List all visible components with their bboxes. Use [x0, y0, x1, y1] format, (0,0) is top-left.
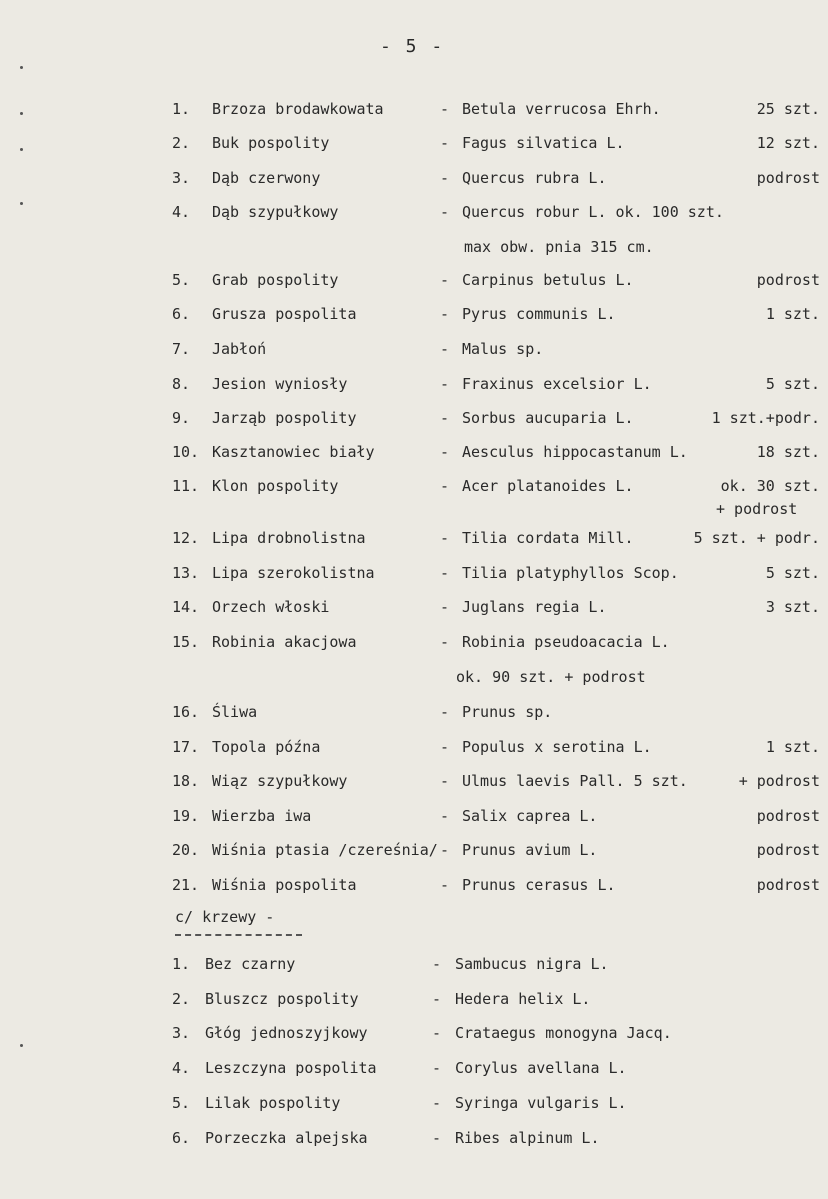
margin-speck [20, 66, 23, 69]
tree-entry [0, 838, 828, 862]
entry-number: 4. [172, 1059, 191, 1077]
latin-name: Acer platanoides L. [462, 477, 634, 495]
latin-name: Quercus rubra L. [462, 169, 607, 187]
heading-underline [175, 934, 302, 936]
dash: - [440, 564, 450, 582]
entry-number: 21. [172, 876, 200, 894]
dash: - [432, 1024, 442, 1042]
dash: - [440, 409, 450, 427]
tree-entry [0, 200, 828, 224]
quantity-note: 12 szt. [756, 134, 820, 152]
entry-number: 5. [172, 271, 191, 289]
latin-name: Fraxinus excelsior L. [462, 375, 652, 393]
polish-name: Bez czarny [205, 955, 296, 973]
quantity-note: 3 szt. [765, 598, 820, 616]
polish-name: Robinia akacjowa [212, 633, 357, 651]
dash: - [440, 100, 450, 118]
tree-entry [0, 372, 828, 396]
latin-name: Carpinus betulus L. [462, 271, 634, 289]
tree-entry [0, 526, 828, 550]
shrubs-heading: c/ krzewy - [175, 908, 275, 926]
page-number: - 5 - [380, 36, 445, 57]
polish-name: Topola późna [212, 738, 321, 756]
quantity-note: 25 szt. [756, 100, 820, 118]
continuation-line: max obw. pnia 315 cm. [464, 238, 654, 256]
quantity-note: podrost [756, 169, 820, 187]
shrub-entry [0, 1091, 828, 1115]
dash: - [440, 477, 450, 495]
margin-speck [20, 148, 23, 151]
tree-entry [0, 131, 828, 155]
dash: - [440, 738, 450, 756]
entry-number: 18. [172, 772, 200, 790]
latin-name: Hedera helix L. [455, 990, 591, 1008]
entry-number: 4. [172, 203, 191, 221]
polish-name: Lilak pospolity [205, 1094, 341, 1112]
latin-name: Sambucus nigra L. [455, 955, 609, 973]
quantity-note: podrost [756, 271, 820, 289]
polish-name: Bluszcz pospolity [205, 990, 359, 1008]
latin-name: Syringa vulgaris L. [455, 1094, 627, 1112]
dash: - [432, 1129, 442, 1147]
latin-name: Juglans regia L. [462, 598, 607, 616]
polish-name: Klon pospolity [212, 477, 339, 495]
continuation-line: + podrost [716, 500, 798, 518]
latin-name: Pyrus communis L. [462, 305, 616, 323]
latin-name: Prunus sp. [462, 703, 553, 721]
polish-name: Lipa drobnolistna [212, 529, 366, 547]
entry-number: 1. [172, 100, 191, 118]
dash: - [440, 598, 450, 616]
polish-name: Głóg jednoszyjkowy [205, 1024, 368, 1042]
shrub-entry [0, 1126, 828, 1150]
dash: - [440, 203, 450, 221]
entry-number: 10. [172, 443, 200, 461]
polish-name: Kasztanowiec biały [212, 443, 375, 461]
dash: - [440, 703, 450, 721]
quantity-note: podrost [756, 876, 820, 894]
dash: - [432, 1094, 442, 1112]
tree-entry [0, 474, 828, 498]
entry-number: 16. [172, 703, 200, 721]
tree-entry [0, 406, 828, 430]
tree-entry [0, 440, 828, 464]
latin-name: Tilia cordata Mill. [462, 529, 634, 547]
latin-name: Crataegus monogyna Jacq. [455, 1024, 672, 1042]
latin-name: Salix caprea L. [462, 807, 598, 825]
latin-name: Fagus silvatica L. [462, 134, 625, 152]
dash: - [440, 134, 450, 152]
polish-name: Wiśnia ptasia /czereśnia/ [212, 841, 438, 859]
quantity-note: 5 szt. + podr. [693, 529, 820, 547]
tree-entry [0, 561, 828, 585]
entry-number: 5. [172, 1094, 191, 1112]
entry-number: 11. [172, 477, 200, 495]
continuation-line: ok. 90 szt. + podrost [456, 668, 646, 686]
tree-entry [0, 268, 828, 292]
polish-name: Śliwa [212, 703, 258, 721]
tree-entry [0, 804, 828, 828]
entry-number: 15. [172, 633, 200, 651]
polish-name: Dąb czerwony [212, 169, 321, 187]
dash: - [432, 1059, 442, 1077]
polish-name: Leszczyna pospolita [205, 1059, 377, 1077]
tree-entry [0, 166, 828, 190]
entry-number: 6. [172, 305, 191, 323]
entry-number: 3. [172, 169, 191, 187]
polish-name: Jarząb pospolity [212, 409, 357, 427]
dash: - [440, 443, 450, 461]
entry-number: 19. [172, 807, 200, 825]
quantity-note: podrost [756, 841, 820, 859]
dash: - [440, 876, 450, 894]
tree-entry [0, 97, 828, 121]
polish-name: Brzoza brodawkowata [212, 100, 384, 118]
latin-name: Ulmus laevis Pall. 5 szt. [462, 772, 688, 790]
polish-name: Dąb szypułkowy [212, 203, 339, 221]
latin-name: Ribes alpinum L. [455, 1129, 600, 1147]
polish-name: Grusza pospolita [212, 305, 357, 323]
dash: - [440, 305, 450, 323]
polish-name: Wiśnia pospolita [212, 876, 357, 894]
latin-name: Robinia pseudoacacia L. [462, 633, 670, 651]
dash: - [440, 340, 450, 358]
quantity-note: 18 szt. [756, 443, 820, 461]
quantity-note: ok. 30 szt. [720, 477, 820, 495]
quantity-note: 1 szt.+podr. [711, 409, 820, 427]
latin-name: Tilia platyphyllos Scop. [462, 564, 679, 582]
entry-number: 2. [172, 134, 191, 152]
tree-entry [0, 735, 828, 759]
entry-number: 8. [172, 375, 191, 393]
latin-name: Aesculus hippocastanum L. [462, 443, 688, 461]
polish-name: Wiąz szypułkowy [212, 772, 348, 790]
entry-number: 20. [172, 841, 200, 859]
dash: - [440, 271, 450, 289]
entry-number: 17. [172, 738, 200, 756]
dash: - [440, 841, 450, 859]
entry-number: 14. [172, 598, 200, 616]
quantity-note: 5 szt. [765, 375, 820, 393]
polish-name: Buk pospolity [212, 134, 330, 152]
quantity-note: podrost [756, 807, 820, 825]
dash: - [440, 375, 450, 393]
latin-name: Populus x serotina L. [462, 738, 652, 756]
dash: - [440, 529, 450, 547]
latin-name: Quercus robur L. ok. 100 szt. [462, 203, 724, 221]
dash: - [440, 807, 450, 825]
shrub-entry [0, 952, 828, 976]
dash: - [432, 955, 442, 973]
dash: - [440, 772, 450, 790]
dash: - [440, 633, 450, 651]
quantity-note: 1 szt. [765, 305, 820, 323]
entry-number: 3. [172, 1024, 191, 1042]
shrub-entry [0, 987, 828, 1011]
entry-number: 1. [172, 955, 191, 973]
margin-speck [20, 1044, 23, 1047]
polish-name: Orzech włoski [212, 598, 330, 616]
quantity-note: + podrost [738, 772, 820, 790]
latin-name: Malus sp. [462, 340, 544, 358]
tree-entry [0, 873, 828, 897]
shrub-entry [0, 1021, 828, 1045]
margin-speck [20, 112, 23, 115]
tree-entry [0, 769, 828, 793]
tree-entry [0, 302, 828, 326]
tree-entry [0, 700, 828, 724]
latin-name: Corylus avellana L. [455, 1059, 627, 1077]
latin-name: Prunus cerasus L. [462, 876, 616, 894]
polish-name: Porzeczka alpejska [205, 1129, 368, 1147]
tree-entry [0, 595, 828, 619]
entry-number: 12. [172, 529, 200, 547]
polish-name: Grab pospolity [212, 271, 339, 289]
margin-speck [20, 202, 23, 205]
tree-entry [0, 630, 828, 654]
quantity-note: 1 szt. [765, 738, 820, 756]
polish-name: Lipa szerokolistna [212, 564, 375, 582]
shrub-entry [0, 1056, 828, 1080]
entry-number: 6. [172, 1129, 191, 1147]
quantity-note: 5 szt. [765, 564, 820, 582]
dash: - [432, 990, 442, 1008]
polish-name: Wierzba iwa [212, 807, 312, 825]
dash: - [440, 169, 450, 187]
entry-number: 2. [172, 990, 191, 1008]
latin-name: Prunus avium L. [462, 841, 598, 859]
entry-number: 9. [172, 409, 191, 427]
tree-entry [0, 337, 828, 361]
polish-name: Jesion wyniosły [212, 375, 348, 393]
entry-number: 13. [172, 564, 200, 582]
latin-name: Betula verrucosa Ehrh. [462, 100, 661, 118]
latin-name: Sorbus aucuparia L. [462, 409, 634, 427]
entry-number: 7. [172, 340, 191, 358]
polish-name: Jabłoń [212, 340, 267, 358]
